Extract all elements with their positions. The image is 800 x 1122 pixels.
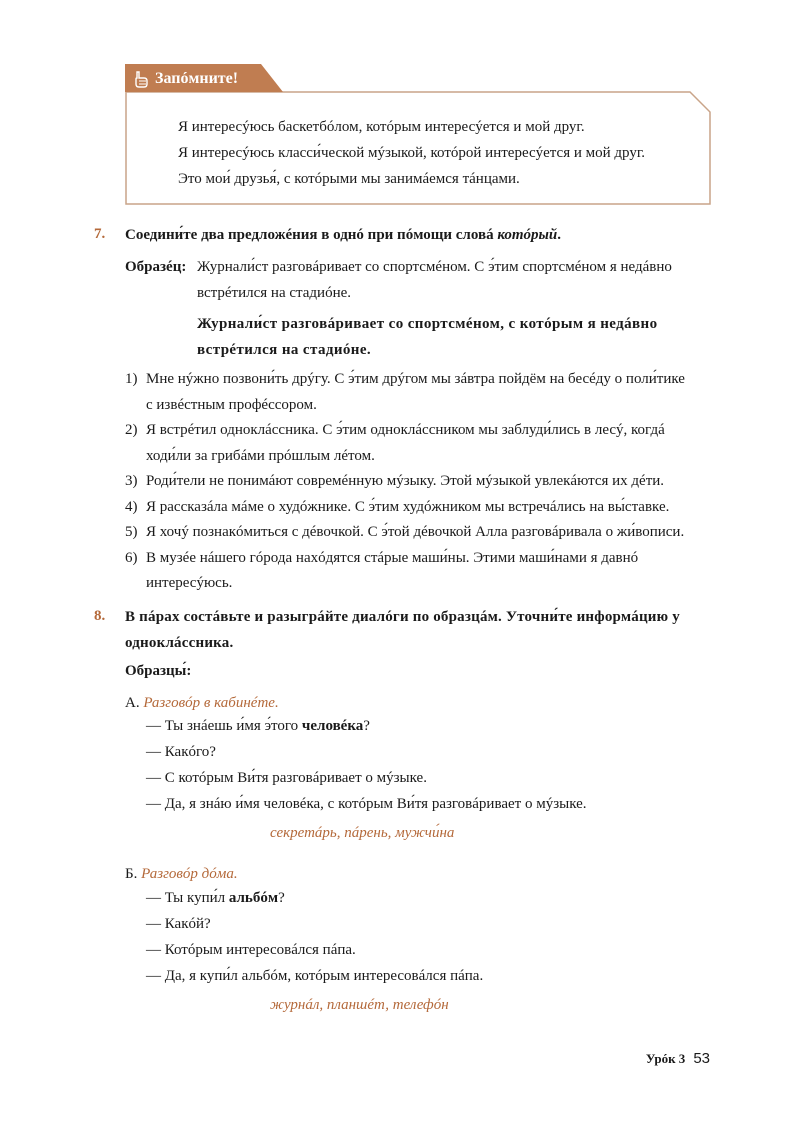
- exercise-8-title: [125, 604, 711, 656]
- item-text: Роди́тели не понимáют совремéнную мýзыку. Этой мýзыкой увлекáются их дéти.: [146, 473, 665, 489]
- item-text: Я хочý познакóмиться с дéвочкой. С э́той дéвочкой Алла разговáривала о жи́вописи.: [146, 524, 685, 540]
- dialog-b-heading: [125, 866, 238, 883]
- lesson-label: Урóк 3: [645, 1051, 686, 1066]
- samples-label: Образцы́:: [125, 663, 192, 679]
- dialog-a-lines: [146, 713, 587, 817]
- pointing-hand-icon: [133, 70, 149, 88]
- dialog-line: — С котóрым Ви́тя разговáривает о мýзыке.: [146, 770, 427, 786]
- item-text: Я встрéтил одноклáссника. С э́тим одноклáссником мы заблуди́лись в лесý, когдá: [146, 422, 665, 438]
- dialog-line: — Да, я знáю и́мя человéка, с котóрым Ви́тя разговáривает о мýзыке.: [146, 796, 587, 812]
- item-number: 2): [125, 422, 138, 438]
- item-text: интересýюсь.: [146, 575, 233, 591]
- exercise-7-title-text: Соедини́те два предложéния в однó при пóмощи словá: [125, 227, 498, 243]
- dialog-line: [146, 885, 483, 911]
- dialog-a-heading: [125, 695, 279, 712]
- exercise-7-title-end: .: [557, 227, 562, 243]
- item-number: 6): [125, 549, 138, 566]
- sample-text: [197, 254, 711, 306]
- dialog-key-word: альбóм: [228, 890, 279, 906]
- sample-answer: [197, 311, 711, 363]
- dialog-line: — Котóрым интересовáлся пáпа.: [146, 942, 356, 958]
- list-item: [125, 520, 711, 546]
- item-text: с извéстным профéссором.: [146, 396, 317, 413]
- substitution-words: журнáл, планшéт, телефóн: [270, 997, 449, 1013]
- sample-line: Журнали́ст разговáривает со спортсмéном. С э́тим спортсмéном я недáвно: [197, 259, 672, 275]
- sample-line: встрéтился на стадиóне.: [197, 285, 352, 301]
- remember-title: Запóмните!: [155, 70, 239, 87]
- page-number: 53: [693, 1050, 710, 1067]
- dialog-line: [146, 713, 587, 739]
- item-text: Я рассказáла мáме о худóжнике. С э́тим худóжником мы встречáлись на вы́ставке.: [146, 498, 670, 515]
- dialog-key-word: человéка: [301, 718, 364, 734]
- dialog-a-letter: А.: [125, 695, 140, 711]
- exercise-8-number: 8.: [94, 608, 106, 624]
- dialog-line: — Какóй?: [146, 916, 211, 932]
- exercise-7-items: [125, 367, 711, 597]
- remember-box: [125, 64, 711, 205]
- exercise-8-title-line: В пáрах состáвьте и разыгрáйте диалóги по образцáм. Уточни́те информáцию у: [125, 609, 680, 625]
- dialog-line: — Да, я купи́л альбóм, котóрым интересовáлся пáпа.: [146, 968, 484, 984]
- dialog-b-lines: [146, 885, 483, 989]
- remember-line: Я интересýюсь класси́ческой мýзыкой, котóрой интересýется и мой друг.: [178, 145, 646, 161]
- dialog-line-end: ?: [363, 718, 370, 734]
- remember-lines: [178, 114, 645, 192]
- dialog-line-end: ?: [278, 890, 285, 906]
- exercise-8-title-line: одноклáссника.: [125, 635, 234, 651]
- dialog-a-title: Разговóр в кабинéте.: [143, 695, 279, 711]
- list-item: [125, 546, 711, 597]
- exercise-7-number: 7.: [94, 226, 106, 242]
- item-text: Мне нýжно позвони́ть дрýгу. С э́тим дрýгом мы зáвтра пойдём на бесéду о поли́тике: [146, 371, 685, 387]
- dialog-b-letter: Б.: [125, 866, 138, 882]
- exercise-7-title-keyword: котóрый: [497, 227, 558, 243]
- item-number: 4): [125, 498, 138, 515]
- item-text: ходи́ли за грибáми прóшлым лéтом.: [146, 447, 375, 464]
- remember-line: Это мои́ друзья́, с котóрыми мы занимáемся тáнцами.: [178, 171, 520, 187]
- list-item: [125, 418, 711, 469]
- sample-answer-line: встрéтился на стадиóне.: [197, 342, 372, 358]
- list-item: [125, 495, 711, 521]
- remember-line: Я интересýюсь баскетбóлом, котóрым интересýется и мой друг.: [178, 119, 585, 135]
- dialog-line-text: — Ты купи́л: [146, 890, 229, 906]
- substitution-words: секретáрь, пáрень, мужчи́на: [270, 825, 455, 841]
- item-number: 5): [125, 524, 138, 540]
- item-number: 3): [125, 473, 138, 489]
- list-item: [125, 367, 711, 418]
- page-footer: [646, 1050, 710, 1067]
- sample-label: Образéц:: [125, 259, 187, 275]
- list-item: [125, 469, 711, 495]
- item-number: 1): [125, 371, 138, 387]
- dialog-line: — Какóго?: [146, 744, 216, 760]
- remember-tab: [125, 64, 238, 94]
- dialog-line-text: — Ты знáешь и́мя э́того: [146, 718, 302, 734]
- exercise-7-title: [125, 223, 711, 247]
- dialog-b-title: Разговóр дóма.: [141, 866, 238, 882]
- sample-answer-line: Журнали́ст разговáривает со спортсмéном, с котóрым я недáвно: [197, 316, 658, 332]
- item-text: В музéе нáшего гóрода нахóдятся стáрые маши́ны. Этими маши́нами я давнó: [146, 549, 639, 566]
